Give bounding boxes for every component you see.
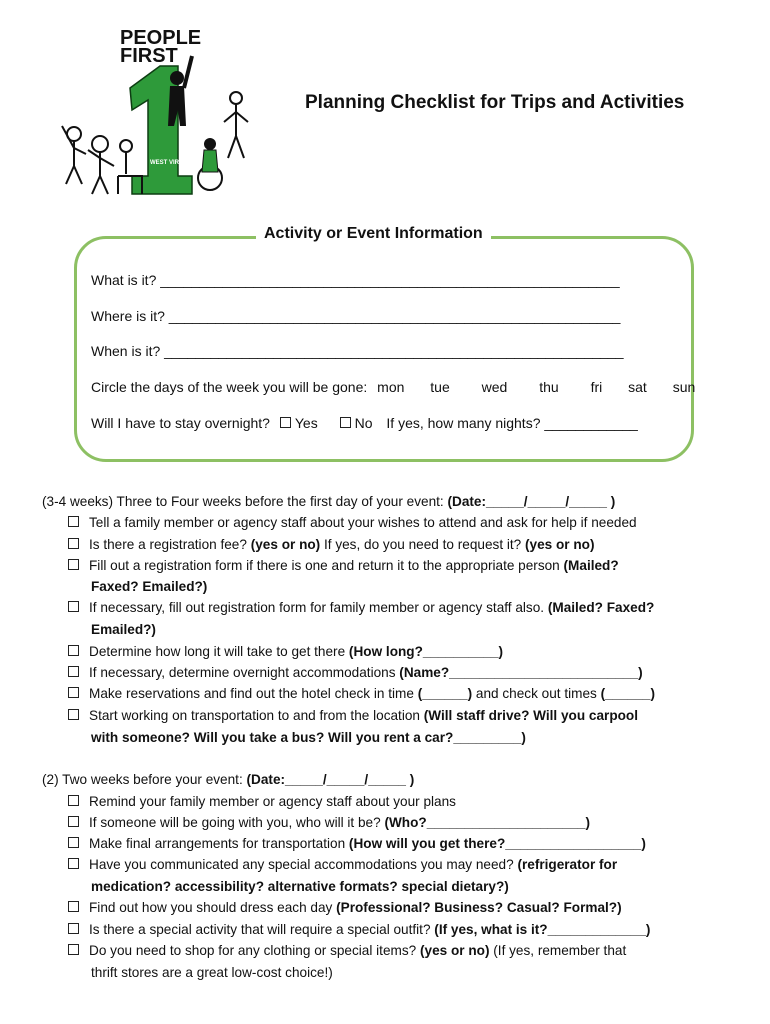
day-sat[interactable]: sat <box>628 379 647 395</box>
s1-item-6 <box>68 665 643 680</box>
s1-item-1 <box>68 515 637 530</box>
s2-item-3 <box>68 836 646 851</box>
s1-item-4 <box>68 600 654 615</box>
s2-item-5 <box>68 900 622 915</box>
days-row <box>91 379 695 395</box>
checkbox[interactable] <box>68 709 79 720</box>
section2-heading-text: (2) Two weeks before your event: <box>42 772 247 787</box>
s1-item-3 <box>68 558 619 573</box>
item-text: Fill out a registration form if there is one and return it to the appropriate person <box>89 558 564 573</box>
item-text: Make reservations and find out the hotel check in time <box>89 686 418 701</box>
s1-item-3-cont: Faxed? Emailed?) <box>91 579 208 594</box>
s2-item-7-cont: thrift stores are a great low-cost choice!) <box>91 965 333 980</box>
s1-item-2 <box>68 537 595 552</box>
s1-item-7 <box>68 686 655 701</box>
item-bold: (If yes, what is it?_____________) <box>434 922 651 937</box>
checkbox[interactable] <box>68 901 79 912</box>
people-first-logo <box>60 26 260 206</box>
item-bold: (How long?__________) <box>348 644 504 659</box>
yes-checkbox[interactable] <box>280 417 291 428</box>
item-text: Start working on transportation to and from the location <box>89 708 424 723</box>
item-text: Is there a registration fee? <box>89 537 251 552</box>
days-label: Circle the days of the week you will be gone: <box>91 379 368 395</box>
section1-date-field[interactable]: (Date:_____/_____/_____ ) <box>447 494 616 509</box>
item-text: Do you need to shop for any clothing or special items? <box>89 943 420 958</box>
day-thu[interactable]: thu <box>539 379 559 395</box>
s1-item-5 <box>68 644 503 659</box>
checkbox[interactable] <box>68 687 79 698</box>
item-bold: (______) <box>417 686 473 701</box>
day-mon[interactable]: mon <box>377 379 405 395</box>
checkbox[interactable] <box>68 666 79 677</box>
s2-item-7 <box>68 943 626 958</box>
logo-text-state: WEST VIRGINIA <box>150 160 196 166</box>
item-text: Find out how you should dress each day <box>89 900 337 915</box>
item-text: If necessary, fill out registration form for family member or agency staff also. <box>89 600 548 615</box>
s1-item-8-cont: with someone? Will you take a bus? Will you rent a car?_________) <box>91 730 526 745</box>
section2-heading <box>42 772 414 787</box>
item-text: Have you communicated any special accommodations you may need? <box>89 857 518 872</box>
s1-item-4-cont: Emailed?) <box>91 622 156 637</box>
page-title: Planning Checklist for Trips and Activities <box>305 92 685 113</box>
item-bold: (Name?_________________________) <box>399 665 643 680</box>
checkbox[interactable] <box>68 645 79 656</box>
item-bold: (Who?_____________________) <box>384 815 591 830</box>
overnight-row <box>91 415 638 431</box>
item-text: Determine how long it will take to get there <box>89 644 349 659</box>
no-label: No <box>354 415 373 431</box>
item-text: If someone will be going with you, who will it be? <box>89 815 385 830</box>
section1-heading-text: (3-4 weeks) Three to Four weeks before the first day of your event: <box>42 494 448 509</box>
checkbox[interactable] <box>68 858 79 869</box>
item-bold: (yes or no) <box>419 943 490 958</box>
overnight-label: Will I have to stay overnight? <box>91 415 270 431</box>
checkbox[interactable] <box>68 516 79 527</box>
section2-date-field[interactable]: (Date:_____/_____/_____ ) <box>246 772 415 787</box>
s2-item-1 <box>68 794 456 809</box>
item-text2: and check out times <box>472 686 601 701</box>
checkbox[interactable] <box>68 559 79 570</box>
item-text2: If yes, do you need to request it? <box>320 537 526 552</box>
no-checkbox[interactable] <box>340 417 351 428</box>
nights-field[interactable]: If yes, how many nights? ____________ <box>386 415 638 431</box>
checkbox[interactable] <box>68 538 79 549</box>
checkbox[interactable] <box>68 795 79 806</box>
item-bold: (refrigerator for <box>517 857 618 872</box>
day-wed[interactable]: wed <box>481 379 508 395</box>
checkbox[interactable] <box>68 944 79 955</box>
item-bold: (Will staff drive? Will you carpool <box>423 708 639 723</box>
item-bold2: (______) <box>600 686 655 701</box>
item-bold: (Mailed? <box>563 558 619 573</box>
item-text: Is there a special activity that will require a special outfit? <box>89 922 435 937</box>
s2-item-6 <box>68 922 650 937</box>
logo-text-first: FIRST <box>120 45 178 67</box>
s2-item-2 <box>68 815 590 830</box>
item-text2: (If yes, remember that <box>489 943 627 958</box>
day-sun[interactable]: sun <box>672 379 696 395</box>
section1-heading <box>42 494 615 509</box>
logo-graphic <box>60 26 260 206</box>
item-text: Remind your family member or agency staff about your plans <box>89 794 456 809</box>
item-text: Tell a family member or agency staff about your wishes to attend and ask for help if needed <box>89 515 637 530</box>
item-bold: (Professional? Business? Casual? Formal?) <box>336 900 622 915</box>
item-bold: (How will you get there?__________________) <box>348 836 646 851</box>
item-bold: (Mailed? Faxed? <box>547 600 655 615</box>
day-tue[interactable]: tue <box>430 379 450 395</box>
checkbox[interactable] <box>68 923 79 934</box>
logo-text-people: PEOPLE <box>120 27 202 49</box>
where-field[interactable]: Where is it? __________________________________________________________ <box>91 308 621 324</box>
item-bold: (yes or no) <box>250 537 321 552</box>
activity-box-title: Activity or Event Information <box>256 225 491 243</box>
s2-item-4 <box>68 857 617 872</box>
checkbox[interactable] <box>68 601 79 612</box>
item-bold2: (yes or no) <box>525 537 595 552</box>
checkbox[interactable] <box>68 837 79 848</box>
when-field[interactable]: When is it? ___________________________________________________________ <box>91 343 624 359</box>
s1-item-8 <box>68 708 638 723</box>
checkbox[interactable] <box>68 816 79 827</box>
day-fri[interactable]: fri <box>590 379 603 395</box>
item-text: If necessary, determine overnight accommodations <box>89 665 400 680</box>
yes-label: Yes <box>294 415 318 431</box>
s2-item-4-cont: medication? accessibility? alternative formats? special dietary?) <box>91 879 509 894</box>
what-field[interactable]: What is it? ___________________________________________________________ <box>91 272 620 288</box>
item-text: Make final arrangements for transportation <box>89 836 349 851</box>
